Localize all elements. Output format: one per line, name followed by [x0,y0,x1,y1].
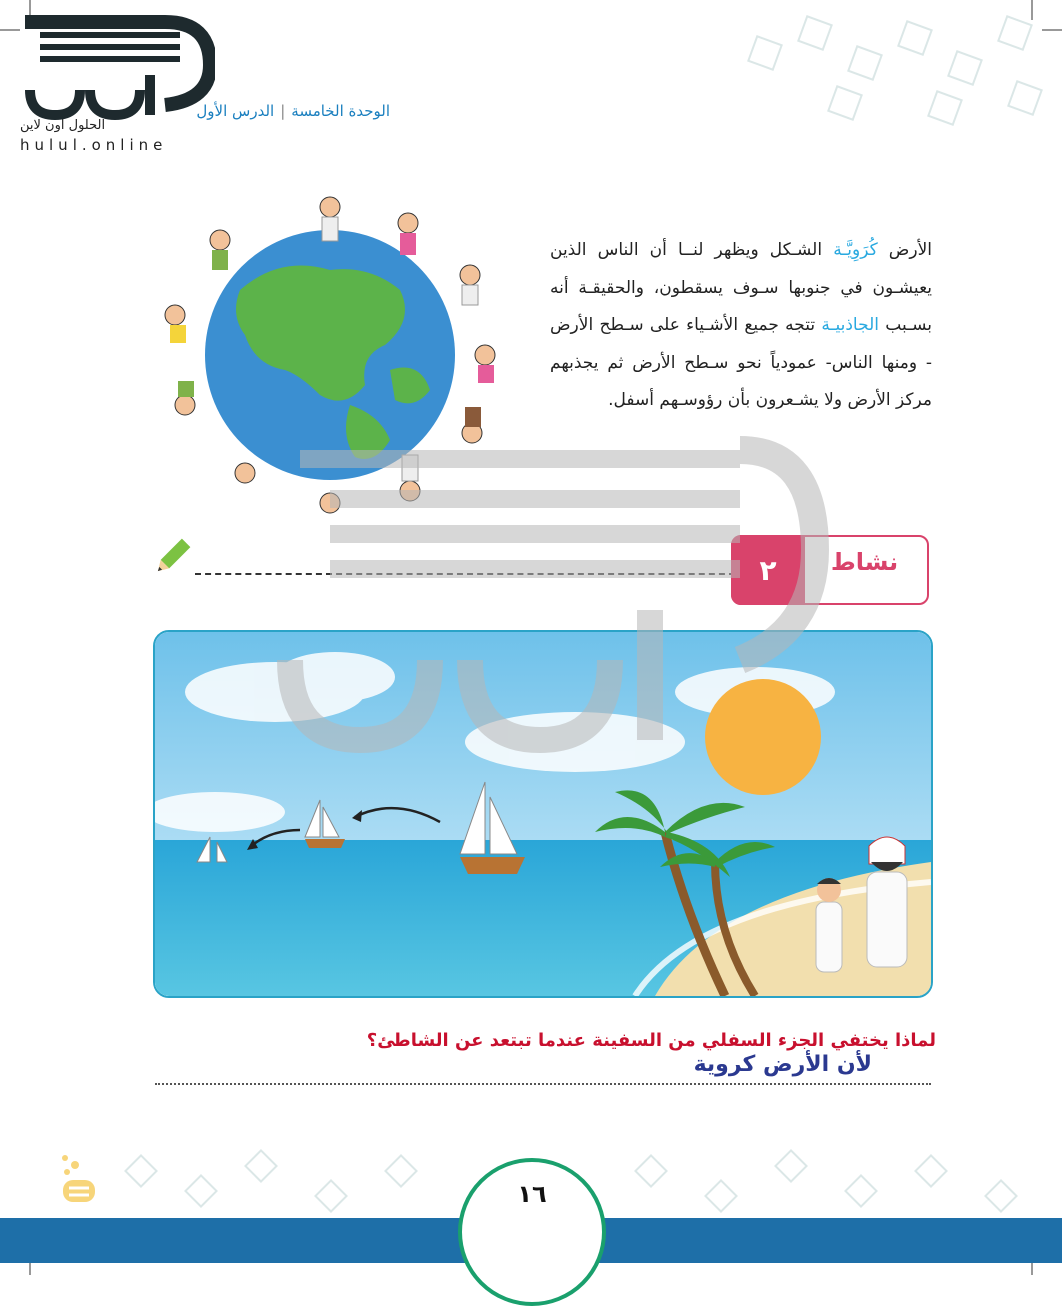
footer-ornament-icon [55,1150,105,1210]
father-figure [867,837,907,967]
page-number: ١٦ [517,1180,547,1208]
pencil-icon [150,535,195,580]
answer-text: لأن الأرض كروية [693,1052,872,1077]
paragraph-part-3: تتجه جميع الأشـياء على سـطح الأرض - ومنها الناس- عمودياً نحو سـطح الأرض ثم يجذبهم مركز الأرض ولا يشـعرون بأن رؤوسـهم أسفل. [550,315,932,410]
lesson-label: الدرس الأول [196,102,275,120]
breadcrumb-separator: | [280,102,286,120]
breadcrumb [196,102,390,120]
logo-text-english: hulul.online [20,136,168,154]
lesson-paragraph [550,232,932,420]
answer-dotted-line [155,1083,931,1085]
activity-dashed-line [195,573,735,575]
hulul-logo [15,10,215,125]
top-right-pattern [732,0,1062,140]
keyword-spherical: كُرَوِيَّـة [833,240,878,260]
logo-text-arabic: الحلول اون لاين [20,118,106,133]
activity-number: ٢ [731,535,805,605]
question-text: لماذا يختفي الجزء السفلي من السفينة عندما تبتعد عن الشاطئ؟ [366,1030,936,1051]
son-figure [816,878,842,972]
paragraph-part-2: الشـكل ويظهر لنــا أن الناس الذين يعيشـون في جنوبها سـوف يسقطون، والحقيقـة أنه بسـبب [550,240,932,335]
keyword-gravity: الجاذبيـة [821,315,879,335]
beach-scene [153,630,933,998]
activity-label: نشاط [830,548,899,576]
globe-illustration [160,195,540,535]
paragraph-part-1: الأرض [877,240,932,260]
unit-label: الوحدة الخامسة [291,102,390,120]
sun-icon [705,679,821,795]
beach-illustration [155,632,931,996]
